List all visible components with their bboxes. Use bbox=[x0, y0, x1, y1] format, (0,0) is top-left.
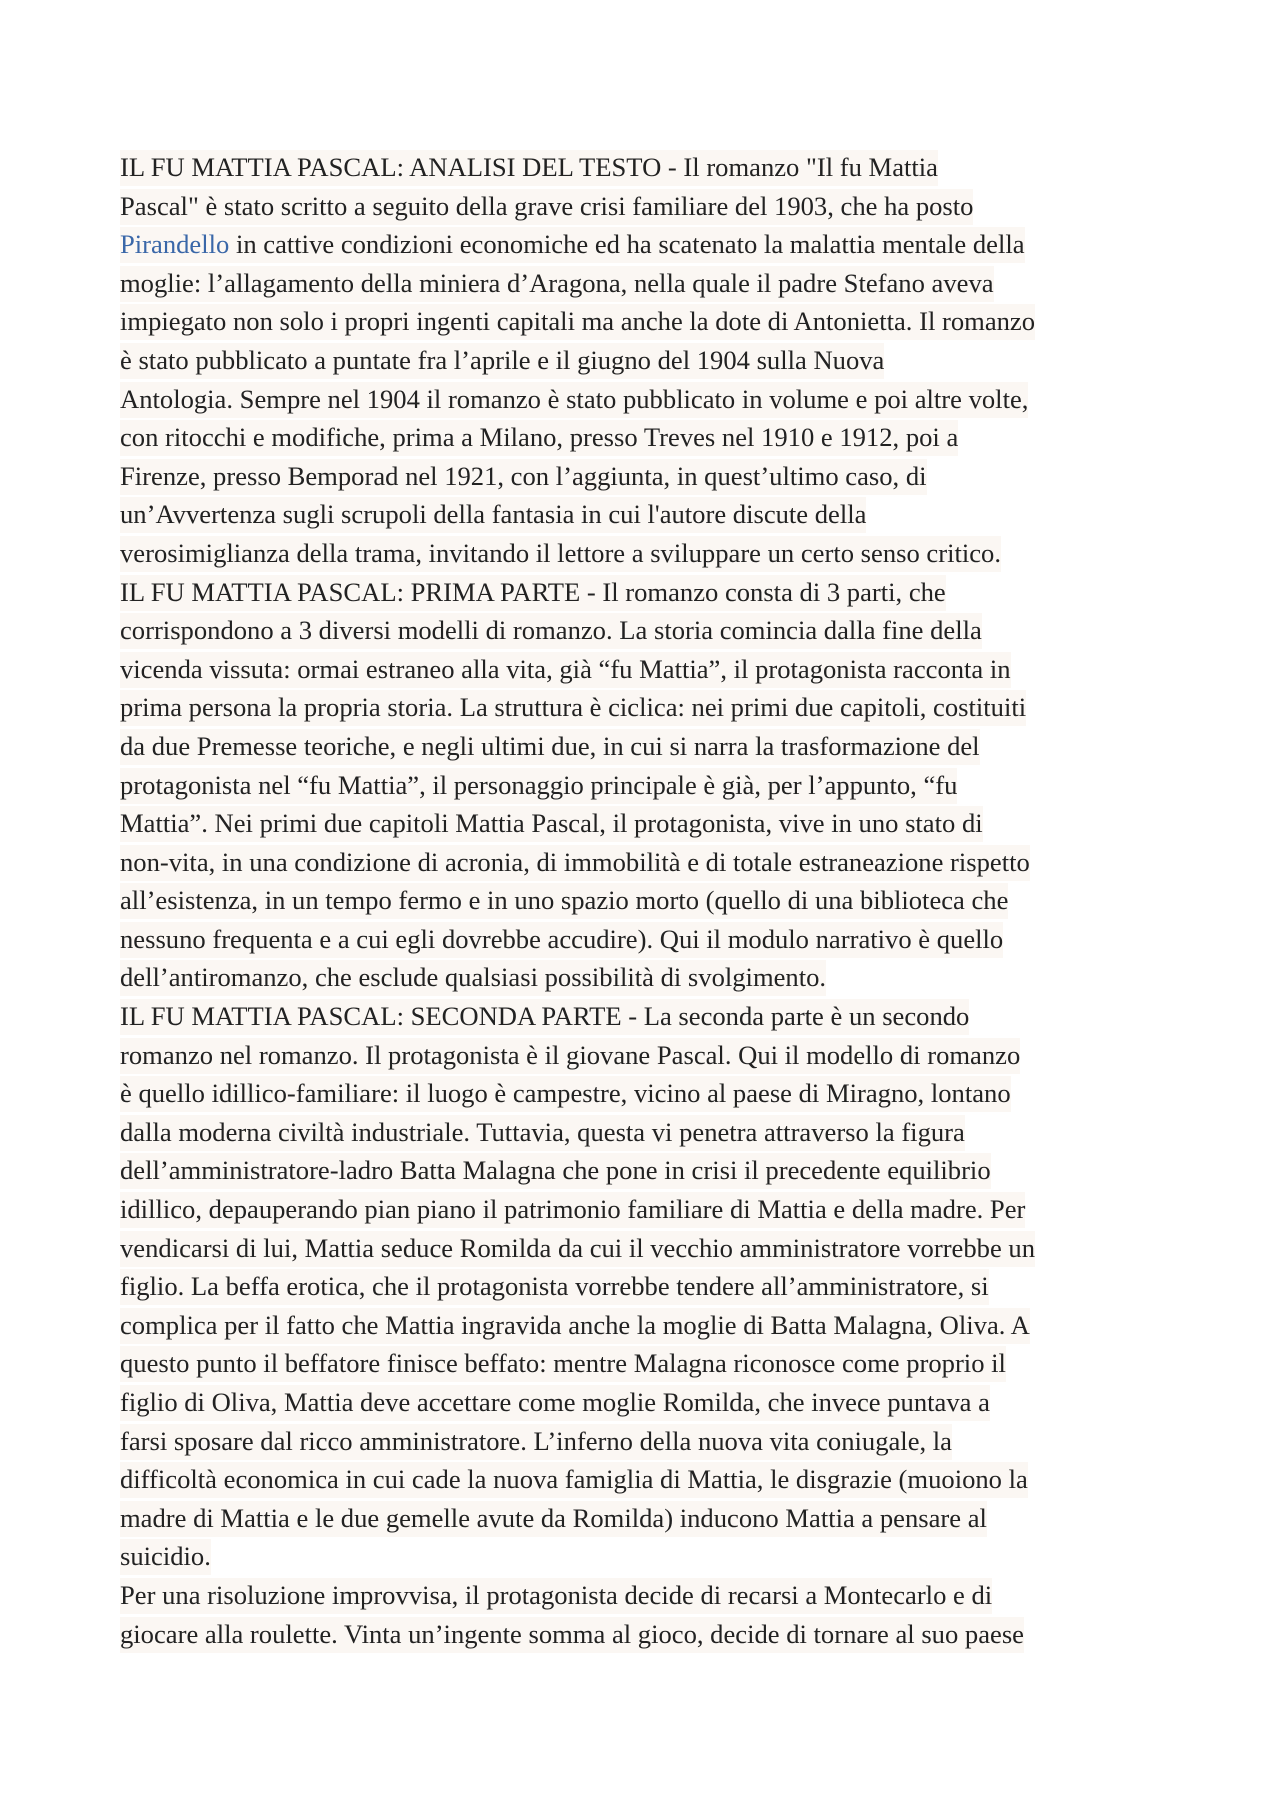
line-text: è stato pubblicato a puntate fra l’aprile e il giugno del 1904 sulla Nuova bbox=[120, 343, 884, 379]
section-heading-line bbox=[120, 997, 1180, 1036]
text-line bbox=[120, 1499, 1180, 1538]
line-text: in cattive condizioni economiche ed ha scatenato la malattia mentale della bbox=[229, 229, 1025, 260]
line-text: figlio di Oliva, Mattia deve accettare come moglie Romilda, che invece puntava a bbox=[120, 1385, 990, 1421]
line-text: da due Premesse teoriche, e negli ultimi due, in cui si narra la trasformazione del bbox=[120, 729, 980, 765]
text-line bbox=[120, 1229, 1180, 1268]
line-text: all’esistenza, in un tempo fermo e in uno spazio morto (quello di una biblioteca che bbox=[120, 883, 1008, 919]
text-line bbox=[120, 1383, 1180, 1422]
line-text: figlio. La beffa erotica, che il protagonista vorrebbe tendere all’amministratore, si bbox=[120, 1269, 989, 1305]
line-text: moglie: l’allagamento della miniera d’Aragona, nella quale il padre Stefano aveva bbox=[120, 266, 994, 302]
line-text: vicenda vissuta: ormai estraneo alla vita, già “fu Mattia”, il protagonista racconta in bbox=[120, 652, 1011, 688]
text-line bbox=[120, 341, 1180, 380]
text-line bbox=[120, 1036, 1180, 1075]
line-text: non-vita, in una condizione di acronia, di immobilità e di totale estraneazione rispetto bbox=[120, 845, 1030, 881]
text-line bbox=[120, 1344, 1180, 1383]
text-line bbox=[120, 1190, 1180, 1229]
text-line bbox=[120, 225, 1180, 264]
text-line bbox=[120, 881, 1180, 920]
line-text: nessuno frequenta e a cui egli dovrebbe accudire). Qui il modulo narrativo è quello bbox=[120, 922, 1003, 958]
text-line bbox=[120, 1074, 1180, 1113]
text-line bbox=[120, 1537, 1180, 1576]
text-line bbox=[120, 611, 1180, 650]
text-line bbox=[120, 264, 1180, 303]
line-text: difficoltà economica in cui cade la nuova famiglia di Mattia, le disgrazie (muoiono la bbox=[120, 1462, 1028, 1498]
line-text: romanzo nel romanzo. Il protagonista è il giovane Pascal. Qui il modello di romanzo bbox=[120, 1038, 1020, 1074]
text-line bbox=[120, 418, 1180, 457]
line-text: madre di Mattia e le due gemelle avute da Romilda) inducono Mattia a pensare al bbox=[120, 1501, 987, 1537]
text-line bbox=[120, 1113, 1180, 1152]
line-text: verosimiglianza della trama, invitando il lettore a sviluppare un certo senso critico. bbox=[120, 536, 1001, 572]
line-text: Pascal" è stato scritto a seguito della grave crisi familiare del 1903, che ha posto bbox=[120, 189, 973, 225]
line-text: IL FU MATTIA PASCAL: SECONDA PARTE - La seconda parte è un secondo bbox=[120, 999, 969, 1035]
line-text: è quello idillico-familiare: il luogo è campestre, vicino al paese di Miragno, lontano bbox=[120, 1076, 1011, 1112]
text-line bbox=[120, 534, 1180, 573]
line-text: suicidio. bbox=[120, 1539, 211, 1575]
line-text: corrispondono a 3 diversi modelli di romanzo. La storia comincia dalla fine della bbox=[120, 613, 982, 649]
line-text: Mattia”. Nei primi due capitoli Mattia Pascal, il protagonista, vive in uno stato di bbox=[120, 806, 983, 842]
text-line bbox=[120, 920, 1180, 959]
line-text: dell’amministratore-ladro Batta Malagna che pone in crisi il precedente equilibrio bbox=[120, 1153, 991, 1189]
line-text: Per una risoluzione improvvisa, il protagonista decide di recarsi a Montecarlo e di bbox=[120, 1578, 992, 1614]
line-text: dell’antiromanzo, che esclude qualsiasi possibilità di svolgimento. bbox=[120, 960, 826, 996]
line-text: Antologia. Sempre nel 1904 il romanzo è stato pubblicato in volume e poi altre volte, bbox=[120, 382, 1028, 418]
line-text: prima persona la propria storia. La struttura è ciclica: nei primi due capitoli, costituiti bbox=[120, 690, 1026, 726]
line-text: complica per il fatto che Mattia ingravida anche la moglie di Batta Malagna, Oliva. A bbox=[120, 1308, 1030, 1344]
text-line bbox=[120, 302, 1180, 341]
line-text: IL FU MATTIA PASCAL: ANALISI DEL TESTO - Il romanzo "Il fu Mattia bbox=[120, 150, 938, 186]
text-line bbox=[120, 380, 1180, 419]
text-line bbox=[120, 1422, 1180, 1461]
line-text: dalla moderna civiltà industriale. Tuttavia, questa vi penetra attraverso la figura bbox=[120, 1115, 965, 1151]
text-line bbox=[120, 650, 1180, 689]
text-line bbox=[120, 766, 1180, 805]
line-text: farsi sposare dal ricco amministratore. L’inferno della nuova vita coniugale, la bbox=[120, 1424, 952, 1460]
section-heading-line bbox=[120, 573, 1180, 612]
line-text: protagonista nel “fu Mattia”, il personaggio principale è già, per l’appunto, “fu bbox=[120, 768, 957, 804]
text-line bbox=[120, 1151, 1180, 1190]
text-line bbox=[120, 804, 1180, 843]
line-text: vendicarsi di lui, Mattia seduce Romilda da cui il vecchio amministratore vorrebbe un bbox=[120, 1231, 1035, 1267]
line-text: impiegato non solo i propri ingenti capitali ma anche la dote di Antonietta. Il romanzo bbox=[120, 304, 1035, 340]
text-line bbox=[120, 688, 1180, 727]
line-text: giocare alla roulette. Vinta un’ingente somma al gioco, decide di tornare al suo paese bbox=[120, 1617, 1024, 1653]
text-line bbox=[120, 495, 1180, 534]
text-line bbox=[120, 187, 1180, 226]
text-line bbox=[120, 1267, 1180, 1306]
line-text: idillico, depauperando pian piano il patrimonio familiare di Mattia e della madre. Per bbox=[120, 1192, 1025, 1228]
text-line bbox=[120, 457, 1180, 496]
line-text: un’Avvertenza sugli scrupoli della fantasia in cui l'autore discute della bbox=[120, 497, 866, 533]
line-text: Firenze, presso Bemporad nel 1921, con l’aggiunta, in quest’ultimo caso, di bbox=[120, 459, 927, 495]
text-line bbox=[120, 148, 1180, 187]
document-body bbox=[120, 148, 1180, 1653]
pirandello-link[interactable]: Pirandello bbox=[120, 229, 230, 260]
text-line bbox=[120, 1306, 1180, 1345]
text-line bbox=[120, 727, 1180, 766]
text-line bbox=[120, 958, 1180, 997]
text-line bbox=[120, 1460, 1180, 1499]
line-text: questo punto il beffatore finisce beffato: mentre Malagna riconosce come proprio il bbox=[120, 1346, 1006, 1382]
text-line bbox=[120, 1615, 1180, 1654]
text-line bbox=[120, 843, 1180, 882]
line-text: con ritocchi e modifiche, prima a Milano, presso Treves nel 1910 e 1912, poi a bbox=[120, 420, 958, 456]
line-text: IL FU MATTIA PASCAL: PRIMA PARTE - Il romanzo consta di 3 parti, che bbox=[120, 575, 946, 611]
text-line bbox=[120, 1576, 1180, 1615]
